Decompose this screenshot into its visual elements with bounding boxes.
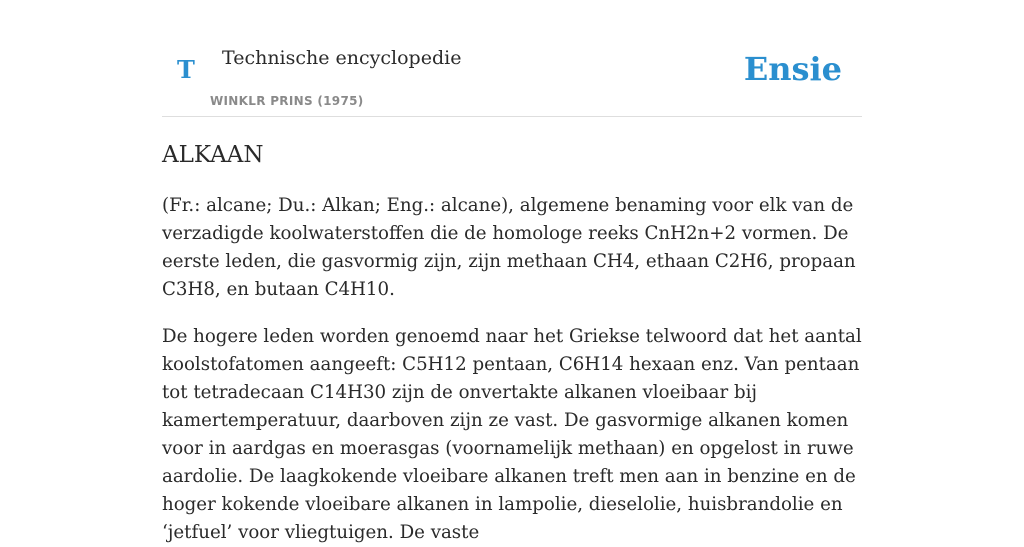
book-logo-icon[interactable]: T — [177, 55, 195, 84]
article-title: ALKAAN — [162, 142, 264, 168]
book-title-link[interactable]: Technische encyclopedie — [222, 47, 462, 69]
book-source-label: WINKLR PRINS (1975) — [210, 94, 364, 108]
article-paragraph: (Fr.: alcane; Du.: Alkan; Eng.: alcane), algemene benaming voor elk van de verzadigde koolwaterstoffen die de homologe reeks CnH2n+2 vormen. De eerste leden, die gasvormig zijn, zijn methaan CH4, ethaan C2H6, propaan C3H8, en butaan C4H10. — [162, 195, 856, 300]
page-header — [162, 0, 862, 117]
ensie-logo[interactable]: Ensie — [743, 50, 842, 88]
article-paragraph: De hogere leden worden genoemd naar het Griekse telwoord dat het aantal koolstofatomen aangeeft: C5H12 pentaan, C6H14 hexaan enz. Van pentaan tot tetradecaan C14H30 zijn de onvertakte alkanen vloeibaar bij kamertemperatuur, daarboven zijn ze vast. De gasvormige alkanen komen voor in aardgas en moerasgas (voornamelijk methaan) en opgelost in ruwe aardolie. De laagkokende vloeibare alkanen treft men aan in benzine en de hoger kokende vloeibare alkanen in lampolie, dieselolie, huisbrandolie en ‘jetfuel’ voor vliegtuigen. De vaste — [162, 326, 862, 543]
article — [162, 138, 862, 547]
